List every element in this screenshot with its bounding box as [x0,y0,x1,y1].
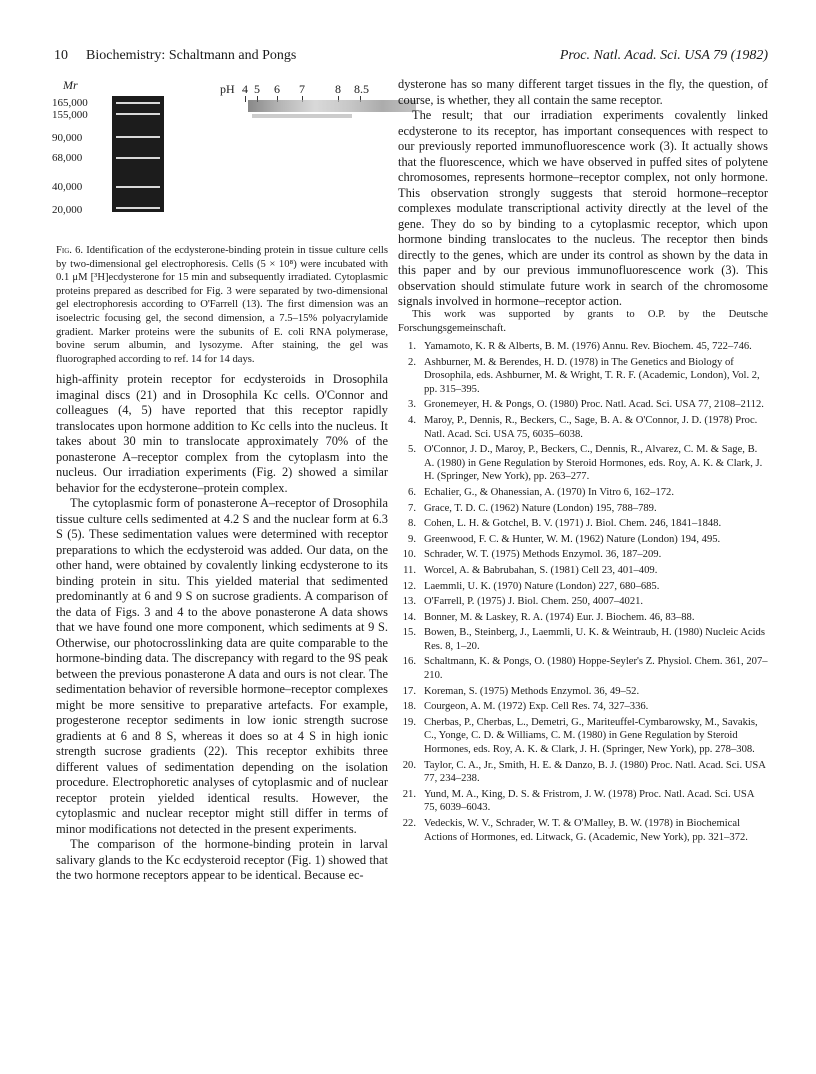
left-column-body [56,372,388,884]
reference-text: Bonner, M. & Laskey, R. A. (1974) Eur. J. Biochem. 46, 83–88. [424,611,695,623]
ph-tick-label: 4 [242,82,248,96]
reference-item [398,502,768,516]
body-paragraph: The result; that our irradiation experiments covalently linked ecdysterone to its receptor, has important consequences with respect to our previously reported immunofluorescence work (3). It actually shows that the fluorescence, which we have observed in puffed sites of polytene chromosomes, represents hormone–receptor complex, not only hormone. This observation strongly suggests that steroid hormone–receptor complexes modulate transcriptional activity directly at the level of the gene. They do so by binding to a cytoplasmic receptor, which upon hormone binding translocates to the nucleus. The receptor then binds directly to the genes, which are under its control as shown by the data in this paper and by our previous immunofluorescence work (3). This observation should stimulate future work in search of the chromosome signals involved in hormone–receptor action. [398,108,768,308]
ph-tick-label: 6 [274,82,280,96]
figure-caption [56,244,388,366]
ph-tick-label: 8 [335,82,341,96]
caption-label: Fig. 6. [56,245,84,256]
reference-text: Yund, M. A., King, D. S. & Fristrom, J. W. (1978) Proc. Natl. Acad. Sci. USA 75, 6039–6043. [424,788,754,814]
reference-item [398,611,768,625]
reference-number: 1. [408,341,416,352]
reference-number: 5. [408,444,416,456]
reference-item [398,548,768,562]
reference-number: 2. [408,356,416,368]
mw-marker: 90,000 [52,132,83,144]
reference-number: 9. [408,533,416,545]
protein-spot-smear [252,114,352,118]
body-paragraph: The comparison of the hormone-binding protein in larval salivary glands to the Kc ecdysteroid receptor (Fig. 1) showed that the two hormone receptors appear to be identical. Because ec- [56,837,388,882]
reference-number: 11. [403,564,416,576]
reference-text: Cherbas, P., Cherbas, L., Demetri, G., Mariteuffel-Cymbarowsky, M., Savakis, C., Yonge, C. D. & Williams, C. M. (1980) in Gene Regulation by Steroid Hormones, eds. Roy, A. K. & Clark, J. H. (Springer, New York), pp. 278–308. [424,716,758,756]
right-column-body [398,77,768,310]
reference-text: Maroy, P., Dennis, R., Beckers, C., Sage, B. A. & O'Connor, J. D. (1978) Proc. Natl. Acad. Sci. USA 75, 6035–6038. [424,414,758,440]
marker-lane [112,96,164,212]
reference-item [398,655,768,682]
reference-number: 8. [408,518,416,530]
gel-band [116,113,160,115]
reference-item [398,443,768,484]
reference-text: Grace, T. D. C. (1962) Nature (London) 195, 788–789. [424,502,657,514]
reference-item [398,716,768,757]
reference-text: Taylor, C. A., Jr., Smith, H. E. & Danzo, B. J. (1980) Proc. Natl. Acad. Sci. USA 77, 234–238. [424,759,766,785]
reference-item [398,788,768,815]
ph-tick [245,96,246,102]
reference-text: Yamamoto, K. R & Alberts, B. M. (1976) Annu. Rev. Biochem. 45, 722–746. [424,341,752,352]
reference-number: 17. [402,685,416,697]
reference-text: Laemmli, U. K. (1970) Nature (London) 227, 680–685. [424,580,660,592]
protein-spot-smear [248,100,416,112]
reference-text: Schaltmann, K. & Pongs, O. (1980) Hoppe-Seyler's Z. Physiol. Chem. 361, 207–210. [424,656,768,682]
gel-band [116,102,160,104]
mw-marker: 20,000 [52,204,83,216]
ph-axis-label: pH [220,82,235,96]
reference-text: Echalier, G., & Ohanessian, A. (1970) In Vitro 6, 162–172. [424,486,675,498]
ph-tick-label: 7 [299,82,305,96]
reference-number: 18. [402,701,416,713]
reference-item [398,626,768,653]
reference-item [398,356,768,397]
reference-number: 22. [402,818,416,829]
reference-text: Worcel, A. & Babrubahan, S. (1981) Cell 23, 401–409. [424,564,658,576]
reference-item [398,486,768,500]
reference-text: O'Farrell, P. (1975) J. Biol. Chem. 250, 4007–4021. [424,596,644,608]
reference-number: 3. [408,399,416,411]
reference-text: Bowen, B., Steinberg, J., Laemmli, U. K. & Weintraub, H. (1980) Nucleic Acids Res. 8, 1–20. [424,627,765,652]
body-paragraph: high-affinity protein receptor for ecdysteroids in Drosophila imaginal discs (21) and in Drosophila Kc cells. O'Connor and colleagues (4, 5) have reported that this receptor rapidly translocates upon hormone addition to Kc cells into the nucleus. It takes about 30 min to translocate approximately 70% of the ponasterone A–receptor complex from the cytoplasm into the nucleus. Our irradiation experiments (Fig. 2) showed a similar behavior for the ecdysterone–protein complex. [56,372,388,495]
reference-number: 14. [402,611,416,623]
reference-number: 7. [408,502,416,514]
reference-text: Schrader, W. T. (1975) Methods Enzymol. 36, 187–209. [424,549,662,561]
reference-number: 21. [402,788,416,800]
reference-text: Courgeon, A. M. (1972) Exp. Cell Res. 74, 327–336. [424,701,649,713]
reference-number: 6. [408,486,416,498]
reference-item [398,564,768,578]
mr-axis-label: Mr [63,78,78,92]
reference-item [398,398,768,412]
body-paragraph: dysterone has so many different target tissues in the fly, the question, of course, is whether, they all contain the same receptor. [398,77,768,107]
reference-text: Koreman, S. (1975) Methods Enzymol. 36, 49–52. [424,685,640,697]
running-header [50,48,768,68]
gel-band [116,136,160,138]
reference-number: 12. [402,580,416,592]
running-title: Biochemistry: Schaltmann and Pongs [86,48,297,63]
mw-marker: 165,000 [52,97,88,109]
reference-item [398,340,768,354]
reference-text: O'Connor, J. D., Maroy, P., Beckers, C., Dennis, R., Alvarez, C. M. & Sage, B. A. (1980) in Gene Regulation by Steroid Hormones, eds. Roy, A. K. & Clark, J. H. (Springer, New York), pp. 263–277. [424,444,763,483]
reference-item [398,700,768,714]
reference-number: 15. [402,627,416,639]
journal-citation: Proc. Natl. Acad. Sci. USA 79 (1982) [559,48,768,63]
figure-6-gel [52,78,376,238]
reference-item [398,685,768,699]
reference-item [398,517,768,531]
gel-band [116,186,160,188]
mw-marker: 68,000 [52,152,83,164]
reference-item [398,533,768,547]
reference-number: 4. [408,414,416,426]
reference-number: 20. [402,759,416,771]
reference-item [398,414,768,441]
reference-number: 19. [402,716,416,728]
reference-item [398,580,768,594]
acknowledgment: This work was supported by grants to O.P. by the Deutsche Forschungsgemeinschaft. [398,309,768,334]
reference-number: 10. [402,549,416,561]
reference-item [398,817,768,844]
reference-number: 16. [402,656,416,668]
mw-marker: 155,000 [52,109,88,121]
reference-list [398,340,768,846]
ph-tick-label: 8.5 [354,82,369,96]
reference-item [398,759,768,786]
ph-tick-label: 5 [254,82,260,96]
reference-text: Ashburner, M. & Berendes, H. D. (1978) in The Genetics and Biology of Drosophila, eds. Ashburner, M. & Wright, T. R. F. (Academic, London), Vol. 2, pp. 315–395. [424,356,760,395]
gel-band [116,157,160,159]
reference-text: Vedeckis, W. V., Schrader, W. T. & O'Malley, B. W. (1978) in Biochemical Actions of Hormones, ed. Litwack, G. (Academic, New York), pp. 321–372. [424,818,748,843]
mw-marker: 40,000 [52,181,83,193]
reference-text: Greenwood, F. C. & Hunter, W. M. (1962) Nature (London) 194, 495. [424,533,721,545]
reference-text: Gronemeyer, H. & Pongs, O. (1980) Proc. Natl. Acad. Sci. USA 77, 2108–2112. [424,399,764,411]
reference-text: Cohen, L. H. & Gotchel, B. V. (1971) J. Biol. Chem. 246, 1841–1848. [424,518,722,530]
page-number: 10 [54,48,68,63]
reference-number: 13. [402,596,416,608]
reference-item [398,595,768,609]
caption-text: Identification of the ecdysterone-binding protein in tissue culture cells by two-dimensional gel electrophoresis. Cells (5 × 10⁸) were incubated with 0.1 μM [³H]ecdysterone for 15 min and subsequently irradiated. Cytoplasmic proteins prepared as described for Fig. 3 were separated by two-dimensional gel electrophoresis according to O'Farrell (13). The first dimension was an isoelectric focusing gel, the second dimension, a 7.5–15% polyacrylamide gradient. Marker proteins were the subunits of E. coli RNA polymerase, bovine serum albumin, and lysozyme. After staining, the gel was fluorographed according to ref. 14 for 14 days. [56,245,388,365]
body-paragraph: The cytoplasmic form of ponasterone A–receptor of Drosophila tissue culture cells sedimented at 4.2 S and the nuclear form at 6.3 S (5). These sedimentation values were determined with receptor preparations to which the ecdysteroid was added. Our data, on the other hand, were obtained by covalently linking ecdysterone to its binding protein in situ. This yielded material that sedimented predominantly at 6 and 9 S on sucrose gradients. A comparison of the data of Figs. 3 and 4 to the above ponasterone A data shows that we have found one more component, which sediments at 9 S. Otherwise, our photocrosslinking data are quite comparable to the hormone-binding data. The discrepancy with regard to the 9S peak between the previous ponasterone A data and ours is not clear. The sedimentation behavior of reversible hormone–receptor complexes might be more sensitive to preparative artefacts. For example, progesterone receptor sediments in low ionic strength sucrose gradients at 6 and 8 S, whereas it does so at 4 S in high ionic strength sucrose gradients (22). This receptor exhibits three different values of sedimentation depending on the isolation procedure. Electrophoretic analyses of cytoplasmic and of nuclear receptor protein yielded identical results. However, the cytoplasmic and nuclear receptor might still differ in terms of minor modifications not detected in the present experiments. [56,496,388,836]
gel-band [116,207,160,209]
